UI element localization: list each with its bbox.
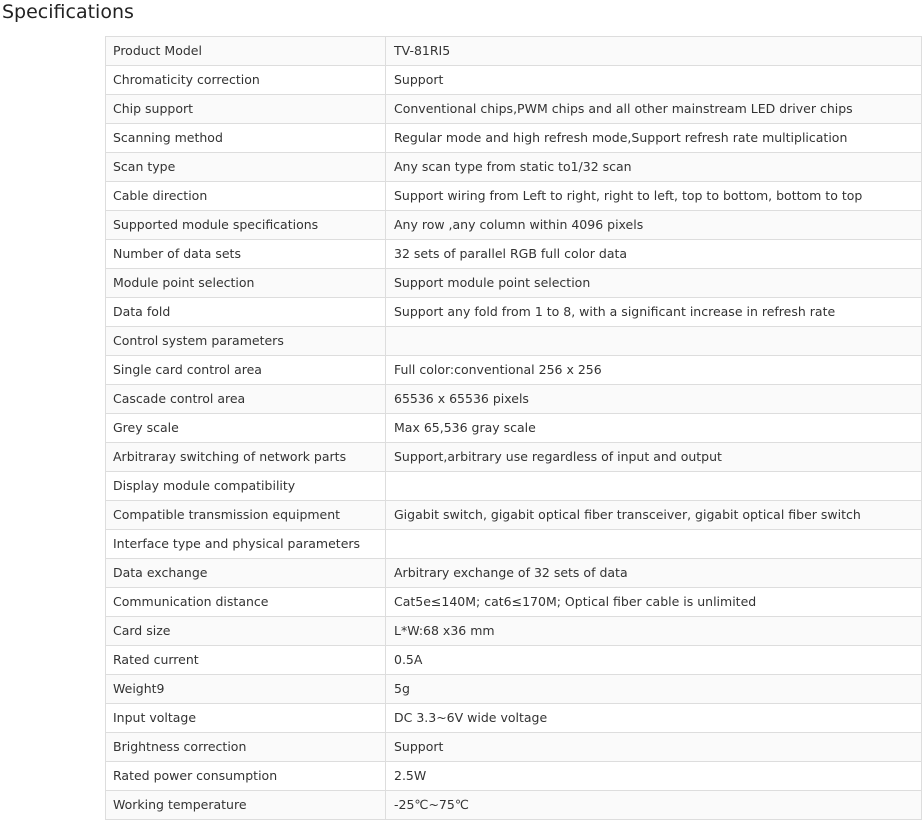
spec-value-cell: DC 3.3~6V wide voltage bbox=[386, 704, 922, 733]
spec-label-cell: Display module compatibility bbox=[106, 472, 386, 501]
table-row bbox=[106, 385, 922, 414]
spec-value-cell: Any scan type from static to1/32 scan bbox=[386, 153, 922, 182]
spec-label-cell: Input voltage bbox=[106, 704, 386, 733]
spec-label-cell: Working temperature bbox=[106, 791, 386, 820]
table-row bbox=[106, 269, 922, 298]
spec-label-cell: Product Model bbox=[106, 37, 386, 66]
table-row bbox=[106, 762, 922, 791]
spec-value-cell: Full color:conventional 256 x 256 bbox=[386, 356, 922, 385]
spec-value-cell bbox=[386, 472, 922, 501]
table-row bbox=[106, 646, 922, 675]
spec-label-cell: Cascade control area bbox=[106, 385, 386, 414]
table-row bbox=[106, 559, 922, 588]
spec-value-cell: 5g bbox=[386, 675, 922, 704]
table-row bbox=[106, 124, 922, 153]
spec-value-cell bbox=[386, 530, 922, 559]
spec-label-cell: Chip support bbox=[106, 95, 386, 124]
spec-value-cell: 0.5A bbox=[386, 646, 922, 675]
table-row bbox=[106, 414, 922, 443]
table-row bbox=[106, 356, 922, 385]
spec-value-cell: Any row ,any column within 4096 pixels bbox=[386, 211, 922, 240]
spec-label-cell: Compatible transmission equipment bbox=[106, 501, 386, 530]
page-title: Specifications bbox=[2, 1, 134, 23]
spec-label-cell: Scan type bbox=[106, 153, 386, 182]
spec-label-cell: Module point selection bbox=[106, 269, 386, 298]
specifications-table-body bbox=[106, 37, 922, 820]
spec-label-cell: Single card control area bbox=[106, 356, 386, 385]
spec-value-cell: 2.5W bbox=[386, 762, 922, 791]
spec-value-cell: Gigabit switch, gigabit optical fiber transceiver, gigabit optical fiber switch bbox=[386, 501, 922, 530]
table-row bbox=[106, 675, 922, 704]
spec-label-cell: Grey scale bbox=[106, 414, 386, 443]
table-row bbox=[106, 327, 922, 356]
table-row bbox=[106, 501, 922, 530]
table-row bbox=[106, 37, 922, 66]
spec-label-cell: Data fold bbox=[106, 298, 386, 327]
spec-label-cell: Data exchange bbox=[106, 559, 386, 588]
table-row bbox=[106, 153, 922, 182]
table-row bbox=[106, 588, 922, 617]
table-row bbox=[106, 298, 922, 327]
spec-value-cell: Support wiring from Left to right, right to left, top to bottom, bottom to top bbox=[386, 182, 922, 211]
spec-value-cell: Cat5e≤140M; cat6≤170M; Optical fiber cable is unlimited bbox=[386, 588, 922, 617]
spec-value-cell: Support module point selection bbox=[386, 269, 922, 298]
spec-value-cell: Support,arbitrary use regardless of input and output bbox=[386, 443, 922, 472]
spec-value-cell: Support bbox=[386, 66, 922, 95]
spec-value-cell: Arbitrary exchange of 32 sets of data bbox=[386, 559, 922, 588]
spec-value-cell: TV-81RI5 bbox=[386, 37, 922, 66]
spec-label-cell: Weight9 bbox=[106, 675, 386, 704]
spec-label-cell: Control system parameters bbox=[106, 327, 386, 356]
spec-label-cell: Cable direction bbox=[106, 182, 386, 211]
table-row bbox=[106, 530, 922, 559]
spec-value-cell: 32 sets of parallel RGB full color data bbox=[386, 240, 922, 269]
table-row bbox=[106, 733, 922, 762]
spec-value-cell: Regular mode and high refresh mode,Support refresh rate multiplication bbox=[386, 124, 922, 153]
spec-value-cell: Support any fold from 1 to 8, with a significant increase in refresh rate bbox=[386, 298, 922, 327]
spec-value-cell: Max 65,536 gray scale bbox=[386, 414, 922, 443]
table-row bbox=[106, 211, 922, 240]
spec-label-cell: Chromaticity correction bbox=[106, 66, 386, 95]
spec-label-cell: Communication distance bbox=[106, 588, 386, 617]
spec-label-cell: Brightness correction bbox=[106, 733, 386, 762]
spec-value-cell: -25℃~75℃ bbox=[386, 791, 922, 820]
table-row bbox=[106, 443, 922, 472]
spec-label-cell: Card size bbox=[106, 617, 386, 646]
spec-label-cell: Arbitraray switching of network parts bbox=[106, 443, 386, 472]
table-row bbox=[106, 472, 922, 501]
spec-label-cell: Rated current bbox=[106, 646, 386, 675]
table-row bbox=[106, 66, 922, 95]
spec-value-cell bbox=[386, 327, 922, 356]
table-row bbox=[106, 704, 922, 733]
spec-label-cell: Scanning method bbox=[106, 124, 386, 153]
table-row bbox=[106, 791, 922, 820]
specifications-table bbox=[105, 36, 922, 820]
spec-value-cell: Support bbox=[386, 733, 922, 762]
spec-value-cell: Conventional chips,PWM chips and all other mainstream LED driver chips bbox=[386, 95, 922, 124]
spec-label-cell: Rated power consumption bbox=[106, 762, 386, 791]
table-row bbox=[106, 95, 922, 124]
table-row bbox=[106, 617, 922, 646]
spec-value-cell: L*W:68 x36 mm bbox=[386, 617, 922, 646]
table-row bbox=[106, 240, 922, 269]
spec-label-cell: Supported module specifications bbox=[106, 211, 386, 240]
spec-label-cell: Number of data sets bbox=[106, 240, 386, 269]
spec-value-cell: 65536 x 65536 pixels bbox=[386, 385, 922, 414]
spec-label-cell: Interface type and physical parameters bbox=[106, 530, 386, 559]
table-row bbox=[106, 182, 922, 211]
